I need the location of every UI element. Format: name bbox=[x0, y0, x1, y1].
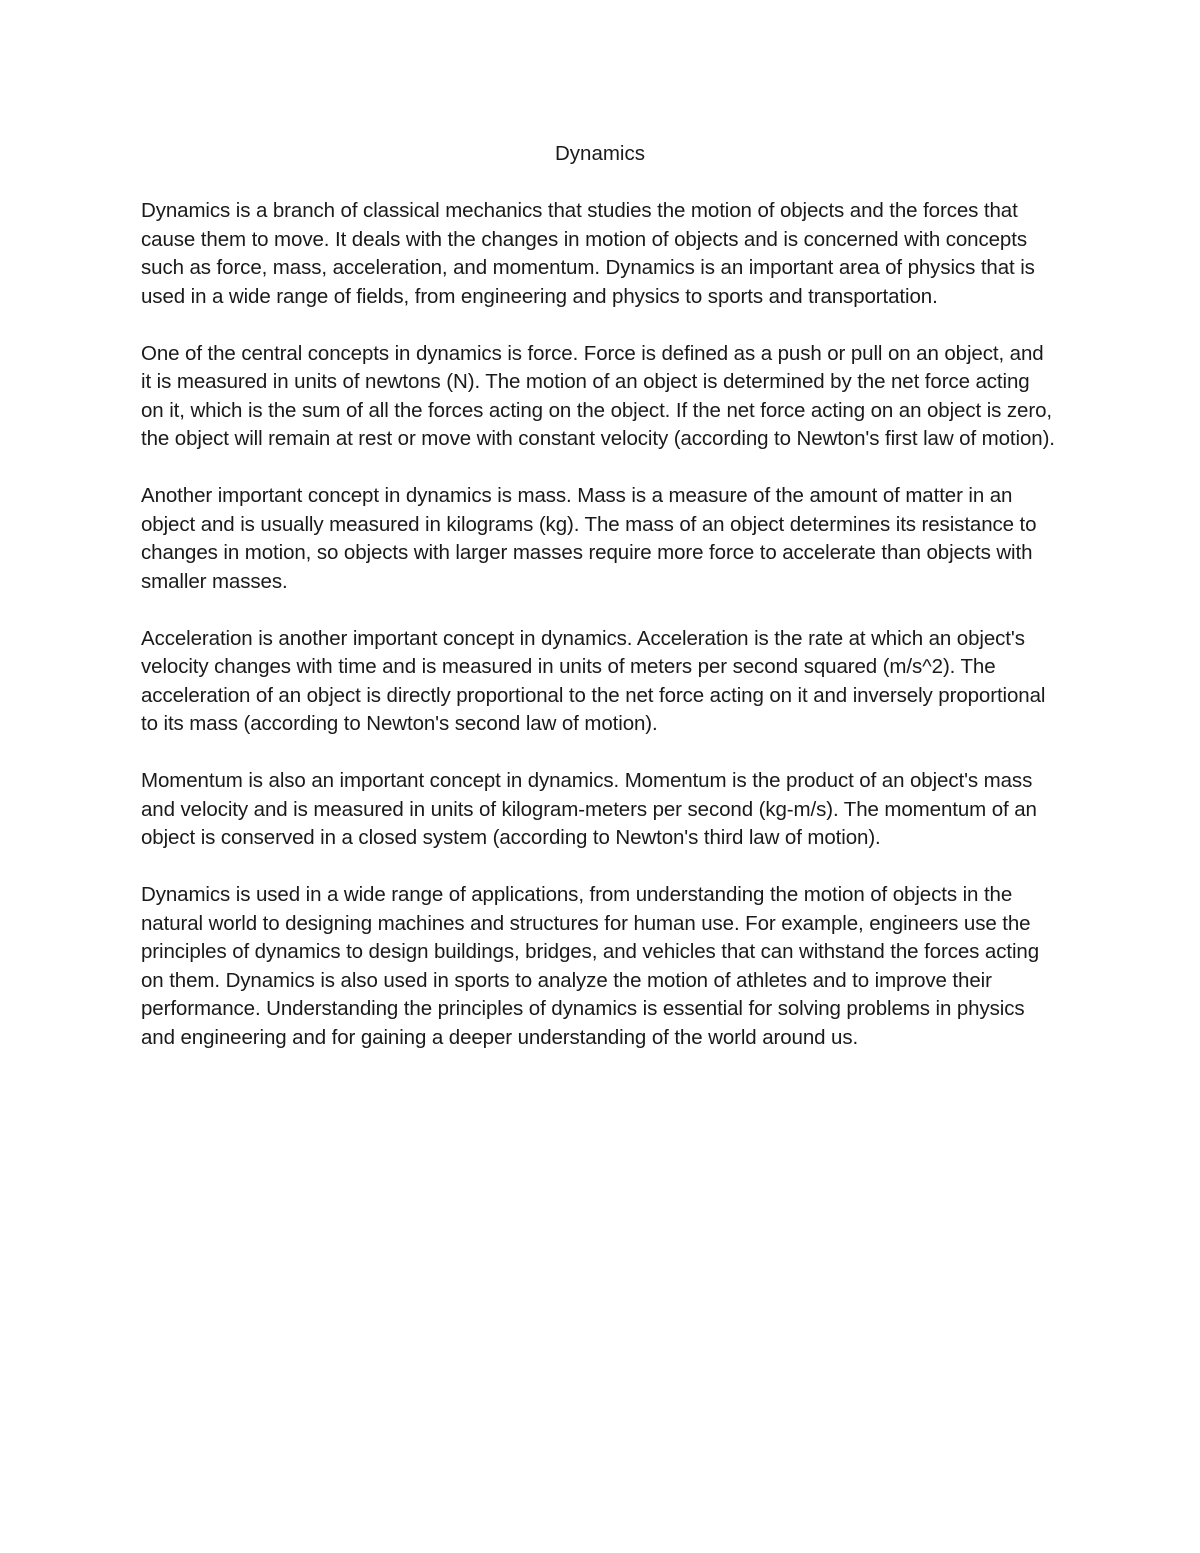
document-title: Dynamics bbox=[555, 142, 645, 165]
paragraph-momentum: Momentum is also an important concept in dynamics. Momentum is the product of an object's mass and velocity and is measured in units of kilogram-meters per second (kg-m/s). The momentum of an object is conserved in a closed system (according to Newton's third law of motion). bbox=[141, 769, 1037, 849]
document-body bbox=[141, 197, 1056, 1081]
paragraph-mass: Another important concept in dynamics is mass. Mass is a measure of the amount of matter in an object and is usually measured in kilograms (kg). The mass of an object determines its resistance to changes in motion, so objects with larger masses require more force to accelerate than objects with smaller masses. bbox=[141, 484, 1037, 593]
paragraph-intro: Dynamics is a branch of classical mechanics that studies the motion of objects and the forces that cause them to move. It deals with the changes in motion of objects and is concerned with concepts such as force, mass, acceleration, and momentum. Dynamics is an important area of physics that is used in a wide range of fields, from engineering and physics to sports and transportation. bbox=[141, 199, 1035, 308]
paragraph-applications: Dynamics is used in a wide range of applications, from understanding the motion of objects in the natural world to designing machines and structures for human use. For example, engineers use the principles of dynamics to design buildings, bridges, and vehicles that can withstand the forces acting on them. Dynamics is also used in sports to analyze the motion of athletes and to improve their performance. Understanding the principles of dynamics is essential for solving problems in physics and engineering and for gaining a deeper understanding of the world around us. bbox=[141, 883, 1040, 1049]
paragraph-force: One of the central concepts in dynamics is force. Force is defined as a push or pull on an object, and it is measured in units of newtons (N). The motion of an object is determined by the net force acting on it, which is the sum of all the forces acting on the object. If the net force acting on an object is zero, the object will remain at rest or move with constant velocity (according to Newton's first law of motion). bbox=[141, 341, 1055, 450]
paragraph-acceleration: Acceleration is another important concept in dynamics. Acceleration is the rate at which an object's velocity changes with time and is measured in units of meters per second squared (m/s^2). The acceleration of an object is directly proportional to the net force acting on it and inversely proportional to its mass (according to Newton's second law of motion). bbox=[141, 626, 1046, 735]
